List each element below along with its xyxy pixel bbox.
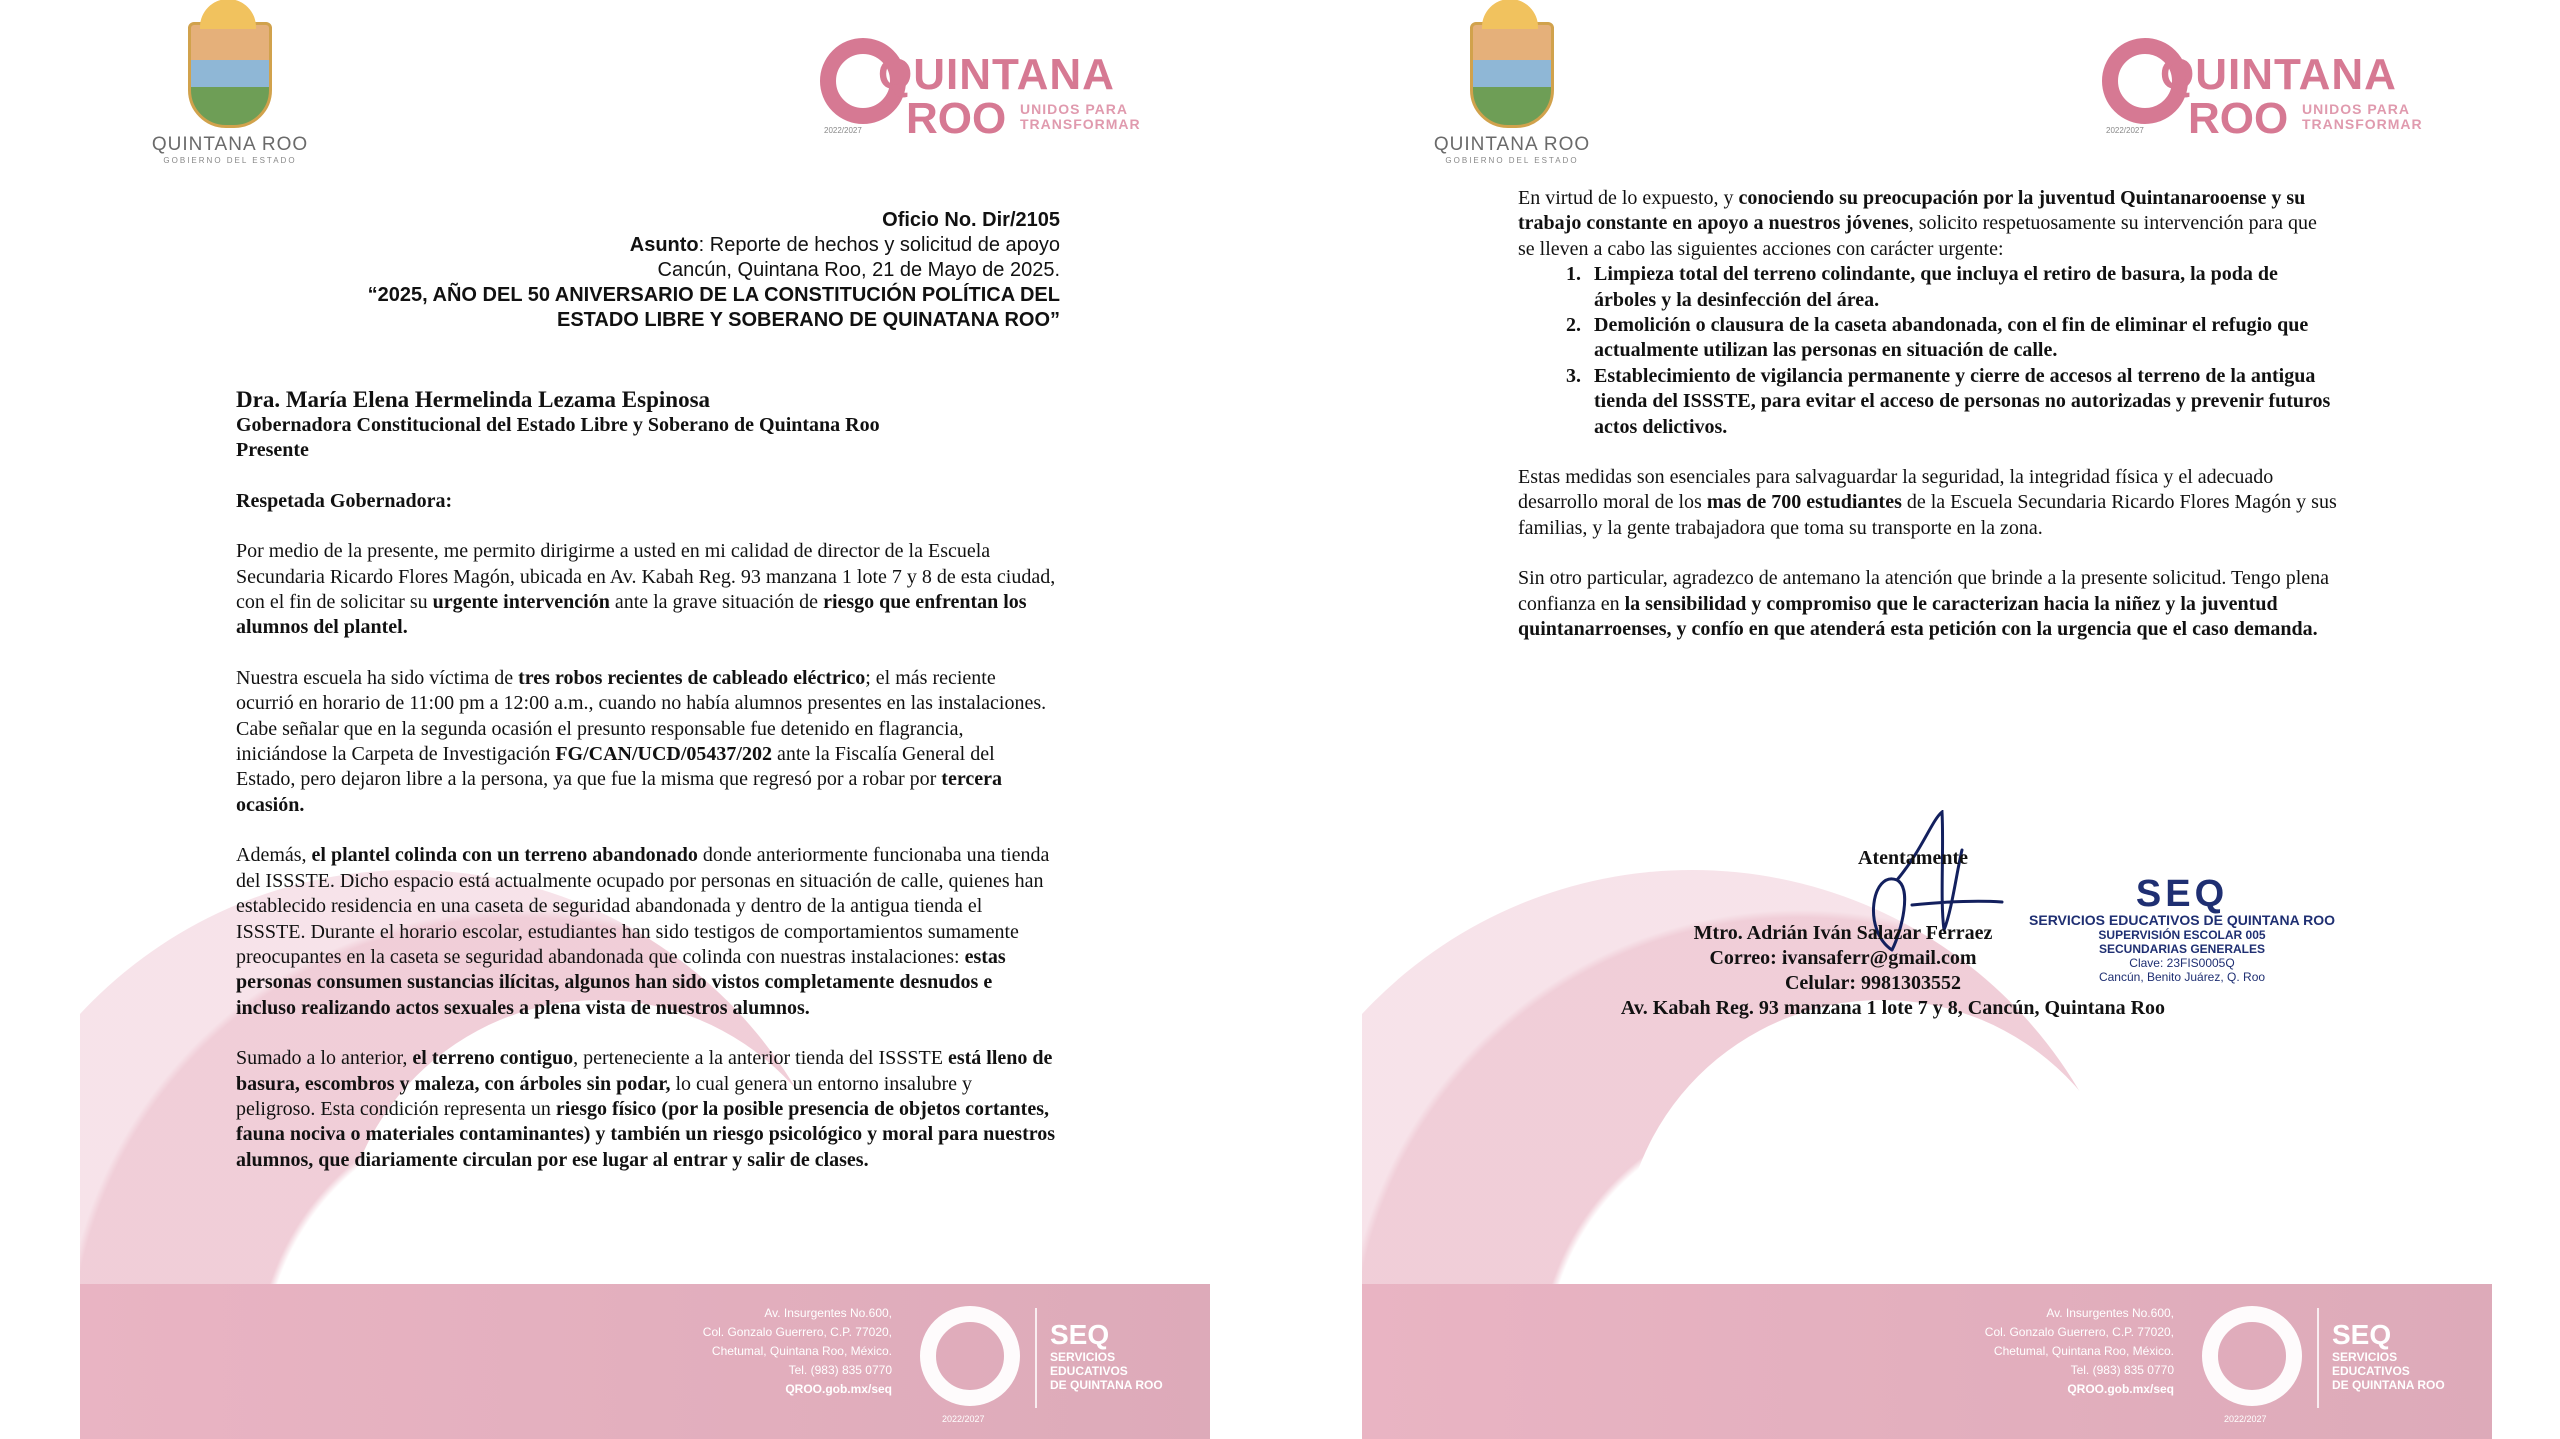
footer-divider bbox=[2317, 1308, 2319, 1408]
footer-q-icon bbox=[920, 1306, 1020, 1406]
paragraph-5: En virtud de lo expuesto, y conociendo su preocupación por la juventud Quintanarooense y su trabajo constante en apoyo a nuestros jóvenes, solicito respetuosamente su intervención para que se lleven a cabo las siguientes acciones con carácter urgente: bbox=[1518, 187, 2317, 260]
paragraph-3: Además, el plantel colinda con un terreno abandonado donde anteriormente funcionaba una tienda del ISSSTE. Dicho espacio está actualmente ocupado por personas en situación de calle, quienes han establecido residencia en una caseta de seguridad abandonada y dentro de la antigua tienda el ISSSTE. Durante el horario escolar, estudiantes han sido testigos de comportamientos sumamente preocupantes en la caseta se seguridad abandonada que colinda con nuestras instalaciones: estas personas consumen sustancias ilícitas, algunos han sido vistos completamente desnudos e incluso realizando actos sexuales a plena vista de nuestros alumnos. bbox=[236, 844, 1050, 1019]
quintana-roo-brand-logo: QUINTANA ROO UNIDOS PARA TRANSFORMAR 2022/2027 bbox=[820, 38, 1150, 148]
signer-email: Correo: ivansaferr@gmail.com bbox=[1709, 947, 1977, 969]
signer-name: Mtro. Adrián Iván Salazar Ferraez bbox=[1693, 922, 1993, 944]
footer-q-icon bbox=[2202, 1306, 2302, 1406]
letter-page-1 bbox=[80, 0, 1210, 1439]
letter-footer: Av. Insurgentes No.600, Col. Gonzalo Guerrero, C.P. 77020, Chetumal, Quintana Roo, México. Tel. (983) 835 0770 QROO.gob.mx/seq 2022/2027 SEQ SERVICIOS EDUCATIVOS DE QUINTANA ROO bbox=[1362, 1284, 2492, 1439]
shield-icon bbox=[1470, 22, 1554, 128]
recipient-presente: Presente bbox=[236, 439, 309, 462]
letter-body-page-1 bbox=[236, 386, 1056, 1198]
state-shield-logo: QUINTANA ROO GOBIERNO DEL ESTADO bbox=[1422, 22, 1602, 165]
footer-address: Av. Insurgentes No.600, Col. Gonzalo Guerrero, C.P. 77020, Chetumal, Quintana Roo, México. Tel. (983) 835 0770 QROO.gob.mx/seq bbox=[1984, 1306, 2174, 1396]
recipient-name: Dra. María Elena Hermelinda Lezama Espinosa bbox=[236, 387, 711, 412]
place-date: Cancún, Quintana Roo, 21 de Mayo de 2025. bbox=[657, 259, 1060, 281]
paragraph-2: Nuestra escuela ha sido víctima de tres robos recientes de cableado eléctrico; el más reciente ocurrió en horario de 11:00 pm a 12:00 a.m., cuando no había alumnos presentes en las instalaciones. Cabe señalar que en la segunda ocasión el presunto responsable fue detenido en flagrancia, iniciándose la Carpeta de Investigación FG/CAN/UCD/05437/202 ante la Fiscalía General del Estado, pero dejaron libre a la persona, ya que fue la misma que regresó por a robar por tercera ocasión. bbox=[236, 666, 1047, 816]
quintana-roo-brand-logo: QUINTANA ROO UNIDOS PARA TRANSFORMAR 2022/2027 bbox=[2102, 38, 2432, 148]
paragraph-7: Sin otro particular, agradezco de antemano la atención que brinde a la presente solicitud. Tengo plena confianza en la sensibilidad y compromiso que le caracterizan hacia la niñez y la juventud quintanarroenses, y confío en que atenderá esta petición con la urgencia que el caso demanda. bbox=[1518, 567, 2330, 641]
paragraph-1: Por medio de la presente, me permito dirigirme a usted en mi calidad de director de la Escuela Secundaria Ricardo Flores Magón, ubicada en Av. Kabah Reg. 93 manzana 1 lote 7 y 8 de esta ciudad, con el fin de solicitar su urgente intervención ante la grave situación de riesgo que enfrentan los alumnos del plantel. bbox=[236, 540, 1056, 639]
recipient-title: Gobernadora Constitucional del Estado Libre y Soberano de Quintana Roo bbox=[236, 414, 880, 436]
letter-page-2 bbox=[1362, 0, 2492, 1439]
footer-seq-logo: SEQ SERVICIOS EDUCATIVOS DE QUINTANA ROO bbox=[2332, 1319, 2445, 1392]
letter-header bbox=[280, 208, 1060, 333]
signer-phone: Celular: 9981303552 bbox=[1784, 972, 1962, 994]
action-item: 3. Establecimiento de vigilancia permanente y cierre de accesos al terreno de la antigua tienda del ISSSTE, para evitar el acceso de personas no autorizadas y prevenir futuros actos delictivos. bbox=[1586, 364, 2338, 440]
state-shield-logo: QUINTANA ROO GOBIERNO DEL ESTADO bbox=[140, 22, 320, 165]
asunto-line: Asunto: Reporte de hechos y solicitud de apoyo bbox=[629, 234, 1060, 256]
closing: Atentamente bbox=[1858, 847, 1968, 869]
signer-address: Av. Kabah Reg. 93 manzana 1 lote 7 y 8, Cancún, Quintana Roo bbox=[1620, 997, 2166, 1019]
letter-footer: Av. Insurgentes No.600, Col. Gonzalo Guerrero, C.P. 77020, Chetumal, Quintana Roo, México. Tel. (983) 835 0770 QROO.gob.mx/seq 2022/2027 SEQ SERVICIOS EDUCATIVOS DE QUINTANA ROO bbox=[80, 1284, 1210, 1439]
oficio-number: Oficio No. Dir/2105 bbox=[882, 209, 1060, 231]
shield-icon bbox=[188, 22, 272, 128]
action-item: 1. Limpieza total del terreno colindante, que incluya el retiro de basura, la poda de árboles y la desinfección del área. bbox=[1586, 262, 2338, 313]
salutation: Respetada Gobernadora: bbox=[236, 489, 453, 512]
motto-line-2: ESTADO LIBRE Y SOBERANO DE QUINATANA ROO” bbox=[557, 309, 1060, 331]
footer-seq-logo: SEQ SERVICIOS EDUCATIVOS DE QUINTANA ROO bbox=[1050, 1319, 1163, 1392]
official-seal-stamp: SEQ SERVICIOS EDUCATIVOS DE QUINTANA ROO SUPERVISIÓN ESCOLAR 005 SECUNDARIAS GENERALES Clave: 23FIS0005Q Cancún, Benito Juárez, Q. Roo bbox=[2029, 873, 2335, 984]
paragraph-6: Estas medidas son esenciales para salvaguardar la seguridad, la integridad física y el adecuado desarrollo moral de los mas de 700 estudiantes de la Escuela Secundaria Ricardo Flores Magón y sus familias, y la gente trabajadora que toma su transporte en la zona. bbox=[1518, 466, 2337, 539]
motto-line-1: “2025, AÑO DEL 50 ANIVERSARIO DE LA CONSTITUCIÓN POLÍTICA DEL bbox=[367, 284, 1060, 306]
action-item: 2. Demolición o clausura de la caseta abandonada, con el fin de eliminar el refugio que actualmente utilizan las personas en situación de calle. bbox=[1586, 313, 2338, 364]
footer-divider bbox=[1035, 1308, 1037, 1408]
action-list bbox=[1518, 262, 2338, 440]
footer-address: Av. Insurgentes No.600, Col. Gonzalo Guerrero, C.P. 77020, Chetumal, Quintana Roo, México. Tel. (983) 835 0770 QROO.gob.mx/seq bbox=[702, 1306, 892, 1396]
paragraph-4: Sumado a lo anterior, el terreno contiguo, perteneciente a la anterior tienda del ISSSTE está lleno de basura, escombros y maleza, con árboles sin podar, lo cual genera un entorno insalubre y peligroso. Esta condición representa un riesgo físico (por la posible presencia de objetos cortantes, fauna nociva o materiales contaminantes) y también un riesgo psicológico y moral para nuestros alumnos, que diariamente circulan por ese lugar al entrar y salir de clases. bbox=[236, 1047, 1056, 1171]
letter-body-page-2 bbox=[1518, 186, 2338, 668]
